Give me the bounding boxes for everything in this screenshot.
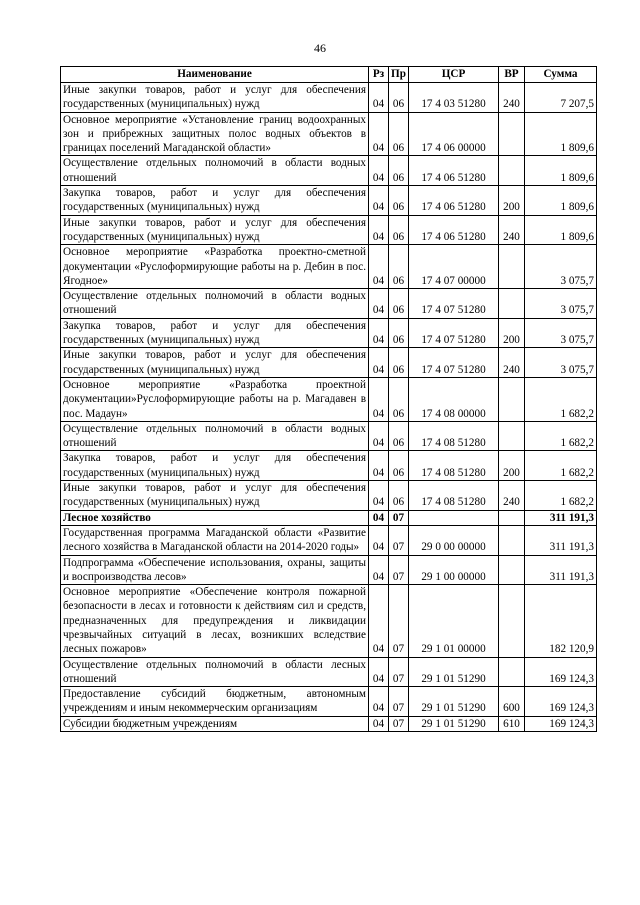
table-row xyxy=(61,555,597,585)
row-sum: 1 682,2 xyxy=(525,421,597,451)
row-vr: 240 xyxy=(499,481,525,511)
row-pr: 06 xyxy=(389,245,409,289)
table-row xyxy=(61,377,597,421)
row-rz: 04 xyxy=(369,245,389,289)
row-vr xyxy=(499,555,525,585)
row-rz: 04 xyxy=(369,156,389,186)
row-rz: 04 xyxy=(369,510,389,525)
row-pr: 07 xyxy=(389,716,409,731)
table-row xyxy=(61,186,597,216)
row-vr xyxy=(499,510,525,525)
row-rz: 04 xyxy=(369,716,389,731)
row-sum: 169 124,3 xyxy=(525,657,597,687)
row-csr: 17 4 06 00000 xyxy=(409,112,499,156)
table-row xyxy=(61,348,597,378)
row-sum: 1 809,6 xyxy=(525,156,597,186)
table-row xyxy=(61,657,597,687)
header-pr: Пр xyxy=(389,67,409,83)
table-row xyxy=(61,318,597,348)
row-rz: 04 xyxy=(369,215,389,245)
row-rz: 04 xyxy=(369,451,389,481)
row-name: Осуществление отдельных полномочий в области водных отношений xyxy=(61,421,369,451)
row-vr xyxy=(499,112,525,156)
row-vr xyxy=(499,377,525,421)
row-name: Закупка товаров, работ и услуг для обеспечения государственных (муниципальных) нужд xyxy=(61,186,369,216)
header-name: Наименование xyxy=(61,67,369,83)
row-rz: 04 xyxy=(369,525,389,555)
row-name: Осуществление отдельных полномочий в области лесных отношений xyxy=(61,657,369,687)
row-vr: 200 xyxy=(499,451,525,481)
row-name: Закупка товаров, работ и услуг для обеспечения государственных (муниципальных) нужд xyxy=(61,451,369,481)
row-pr: 06 xyxy=(389,186,409,216)
table-row xyxy=(61,481,597,511)
row-vr xyxy=(499,585,525,657)
row-pr: 06 xyxy=(389,156,409,186)
row-csr: 29 1 01 51290 xyxy=(409,716,499,731)
header-sum: Сумма xyxy=(525,67,597,83)
row-name: Осуществление отдельных полномочий в области водных отношений xyxy=(61,289,369,319)
row-sum: 1 682,2 xyxy=(525,451,597,481)
row-sum: 1 809,6 xyxy=(525,215,597,245)
row-vr xyxy=(499,421,525,451)
row-csr: 17 4 06 51280 xyxy=(409,215,499,245)
row-pr: 07 xyxy=(389,525,409,555)
row-pr: 07 xyxy=(389,657,409,687)
row-name: Иные закупки товаров, работ и услуг для обеспечения государственных (муниципальных) нужд xyxy=(61,481,369,511)
row-name: Осуществление отдельных полномочий в области водных отношений xyxy=(61,156,369,186)
row-csr: 17 4 08 51280 xyxy=(409,451,499,481)
row-sum: 3 075,7 xyxy=(525,245,597,289)
row-pr: 06 xyxy=(389,348,409,378)
row-csr: 17 4 07 00000 xyxy=(409,245,499,289)
row-rz: 04 xyxy=(369,687,389,717)
row-csr: 17 4 08 51280 xyxy=(409,481,499,511)
row-name: Закупка товаров, работ и услуг для обеспечения государственных (муниципальных) нужд xyxy=(61,318,369,348)
row-csr: 29 1 01 51290 xyxy=(409,687,499,717)
table-row xyxy=(61,510,597,525)
row-name: Предоставление субсидий бюджетным, автономным учреждениям и иным некоммерческим организациям xyxy=(61,687,369,717)
row-sum: 3 075,7 xyxy=(525,318,597,348)
table-row xyxy=(61,451,597,481)
table-row xyxy=(61,112,597,156)
row-name: Лесное хозяйство xyxy=(61,510,369,525)
row-pr: 06 xyxy=(389,318,409,348)
row-csr: 17 4 06 51280 xyxy=(409,186,499,216)
table-row xyxy=(61,421,597,451)
row-name: Субсидии бюджетным учреждениям xyxy=(61,716,369,731)
row-vr xyxy=(499,525,525,555)
table-row xyxy=(61,525,597,555)
row-vr: 200 xyxy=(499,318,525,348)
row-sum: 1 682,2 xyxy=(525,377,597,421)
row-rz: 04 xyxy=(369,186,389,216)
row-sum: 311 191,3 xyxy=(525,510,597,525)
row-name: Подпрограмма «Обеспечение использования, охраны, защиты и воспроизводства лесов» xyxy=(61,555,369,585)
table-row xyxy=(61,215,597,245)
row-csr: 17 4 07 51280 xyxy=(409,318,499,348)
row-sum: 311 191,3 xyxy=(525,555,597,585)
row-pr: 06 xyxy=(389,481,409,511)
row-sum: 1 809,6 xyxy=(525,186,597,216)
row-pr: 06 xyxy=(389,289,409,319)
table-body xyxy=(61,83,597,732)
row-csr: 17 4 07 51280 xyxy=(409,289,499,319)
row-csr xyxy=(409,510,499,525)
row-name: Основное мероприятие «Разработка проектно-сметной документации «Руслоформирующие работы на р. Дебин в пос. Ягодное» xyxy=(61,245,369,289)
row-vr: 200 xyxy=(499,186,525,216)
row-name: Государственная программа Магаданской области «Развитие лесного хозяйства в Магаданской области на 2014-2020 годы» xyxy=(61,525,369,555)
page-number: 46 xyxy=(314,41,326,55)
row-csr: 29 1 00 00000 xyxy=(409,555,499,585)
row-name: Основное мероприятие «Разработка проектной документации»Руслоформирующие работы на р. Магадавен в пос. Мадаун» xyxy=(61,377,369,421)
row-pr: 07 xyxy=(389,510,409,525)
row-rz: 04 xyxy=(369,289,389,319)
header-rz: Рз xyxy=(369,67,389,83)
row-name: Основное мероприятие «Установление границ водоохранных зон и прибрежных защитных полос водных объектов в границах поселений Магаданской области» xyxy=(61,112,369,156)
row-rz: 04 xyxy=(369,112,389,156)
header-vr: ВР xyxy=(499,67,525,83)
row-sum: 169 124,3 xyxy=(525,716,597,731)
row-vr: 240 xyxy=(499,83,525,113)
row-sum: 1 682,2 xyxy=(525,481,597,511)
row-csr: 17 4 08 00000 xyxy=(409,377,499,421)
row-csr: 17 4 07 51280 xyxy=(409,348,499,378)
table-row xyxy=(61,687,597,717)
row-rz: 04 xyxy=(369,585,389,657)
row-vr: 610 xyxy=(499,716,525,731)
table-row xyxy=(61,585,597,657)
row-rz: 04 xyxy=(369,657,389,687)
row-sum: 3 075,7 xyxy=(525,348,597,378)
row-rz: 04 xyxy=(369,421,389,451)
row-name: Иные закупки товаров, работ и услуг для обеспечения государственных (муниципальных) нужд xyxy=(61,83,369,113)
row-pr: 07 xyxy=(389,585,409,657)
row-pr: 06 xyxy=(389,112,409,156)
row-rz: 04 xyxy=(369,348,389,378)
table-row xyxy=(61,245,597,289)
row-rz: 04 xyxy=(369,377,389,421)
row-csr: 29 0 00 00000 xyxy=(409,525,499,555)
table-row xyxy=(61,716,597,731)
row-vr xyxy=(499,245,525,289)
row-vr xyxy=(499,657,525,687)
table-header-row xyxy=(61,67,597,83)
row-sum: 169 124,3 xyxy=(525,687,597,717)
row-name: Основное мероприятие «Обеспечение контроля пожарной безопасности в лесах и готовности к действиям сил и средств, предназначенных для предупреждения и ликвидации чрезвычайных ситуаций в лесах, возникших вследствие лесных пожаров» xyxy=(61,585,369,657)
row-vr: 600 xyxy=(499,687,525,717)
row-name: Иные закупки товаров, работ и услуг для обеспечения государственных (муниципальных) нужд xyxy=(61,348,369,378)
row-sum: 311 191,3 xyxy=(525,525,597,555)
row-name: Иные закупки товаров, работ и услуг для обеспечения государственных (муниципальных) нужд xyxy=(61,215,369,245)
row-sum: 1 809,6 xyxy=(525,112,597,156)
row-csr: 29 1 01 00000 xyxy=(409,585,499,657)
row-sum: 182 120,9 xyxy=(525,585,597,657)
row-vr: 240 xyxy=(499,215,525,245)
header-csr: ЦСР xyxy=(409,67,499,83)
row-pr: 07 xyxy=(389,555,409,585)
row-pr: 06 xyxy=(389,83,409,113)
table-row xyxy=(61,289,597,319)
table-row xyxy=(61,156,597,186)
row-csr: 17 4 03 51280 xyxy=(409,83,499,113)
row-csr: 29 1 01 51290 xyxy=(409,657,499,687)
row-pr: 07 xyxy=(389,687,409,717)
row-vr xyxy=(499,156,525,186)
row-vr: 240 xyxy=(499,348,525,378)
row-rz: 04 xyxy=(369,318,389,348)
row-pr: 06 xyxy=(389,421,409,451)
row-rz: 04 xyxy=(369,481,389,511)
row-rz: 04 xyxy=(369,83,389,113)
row-csr: 17 4 06 51280 xyxy=(409,156,499,186)
row-vr xyxy=(499,289,525,319)
table-row xyxy=(61,83,597,113)
row-pr: 06 xyxy=(389,215,409,245)
row-sum: 7 207,5 xyxy=(525,83,597,113)
row-pr: 06 xyxy=(389,377,409,421)
row-sum: 3 075,7 xyxy=(525,289,597,319)
row-pr: 06 xyxy=(389,451,409,481)
row-csr: 17 4 08 51280 xyxy=(409,421,499,451)
row-rz: 04 xyxy=(369,555,389,585)
budget-table xyxy=(60,66,597,732)
